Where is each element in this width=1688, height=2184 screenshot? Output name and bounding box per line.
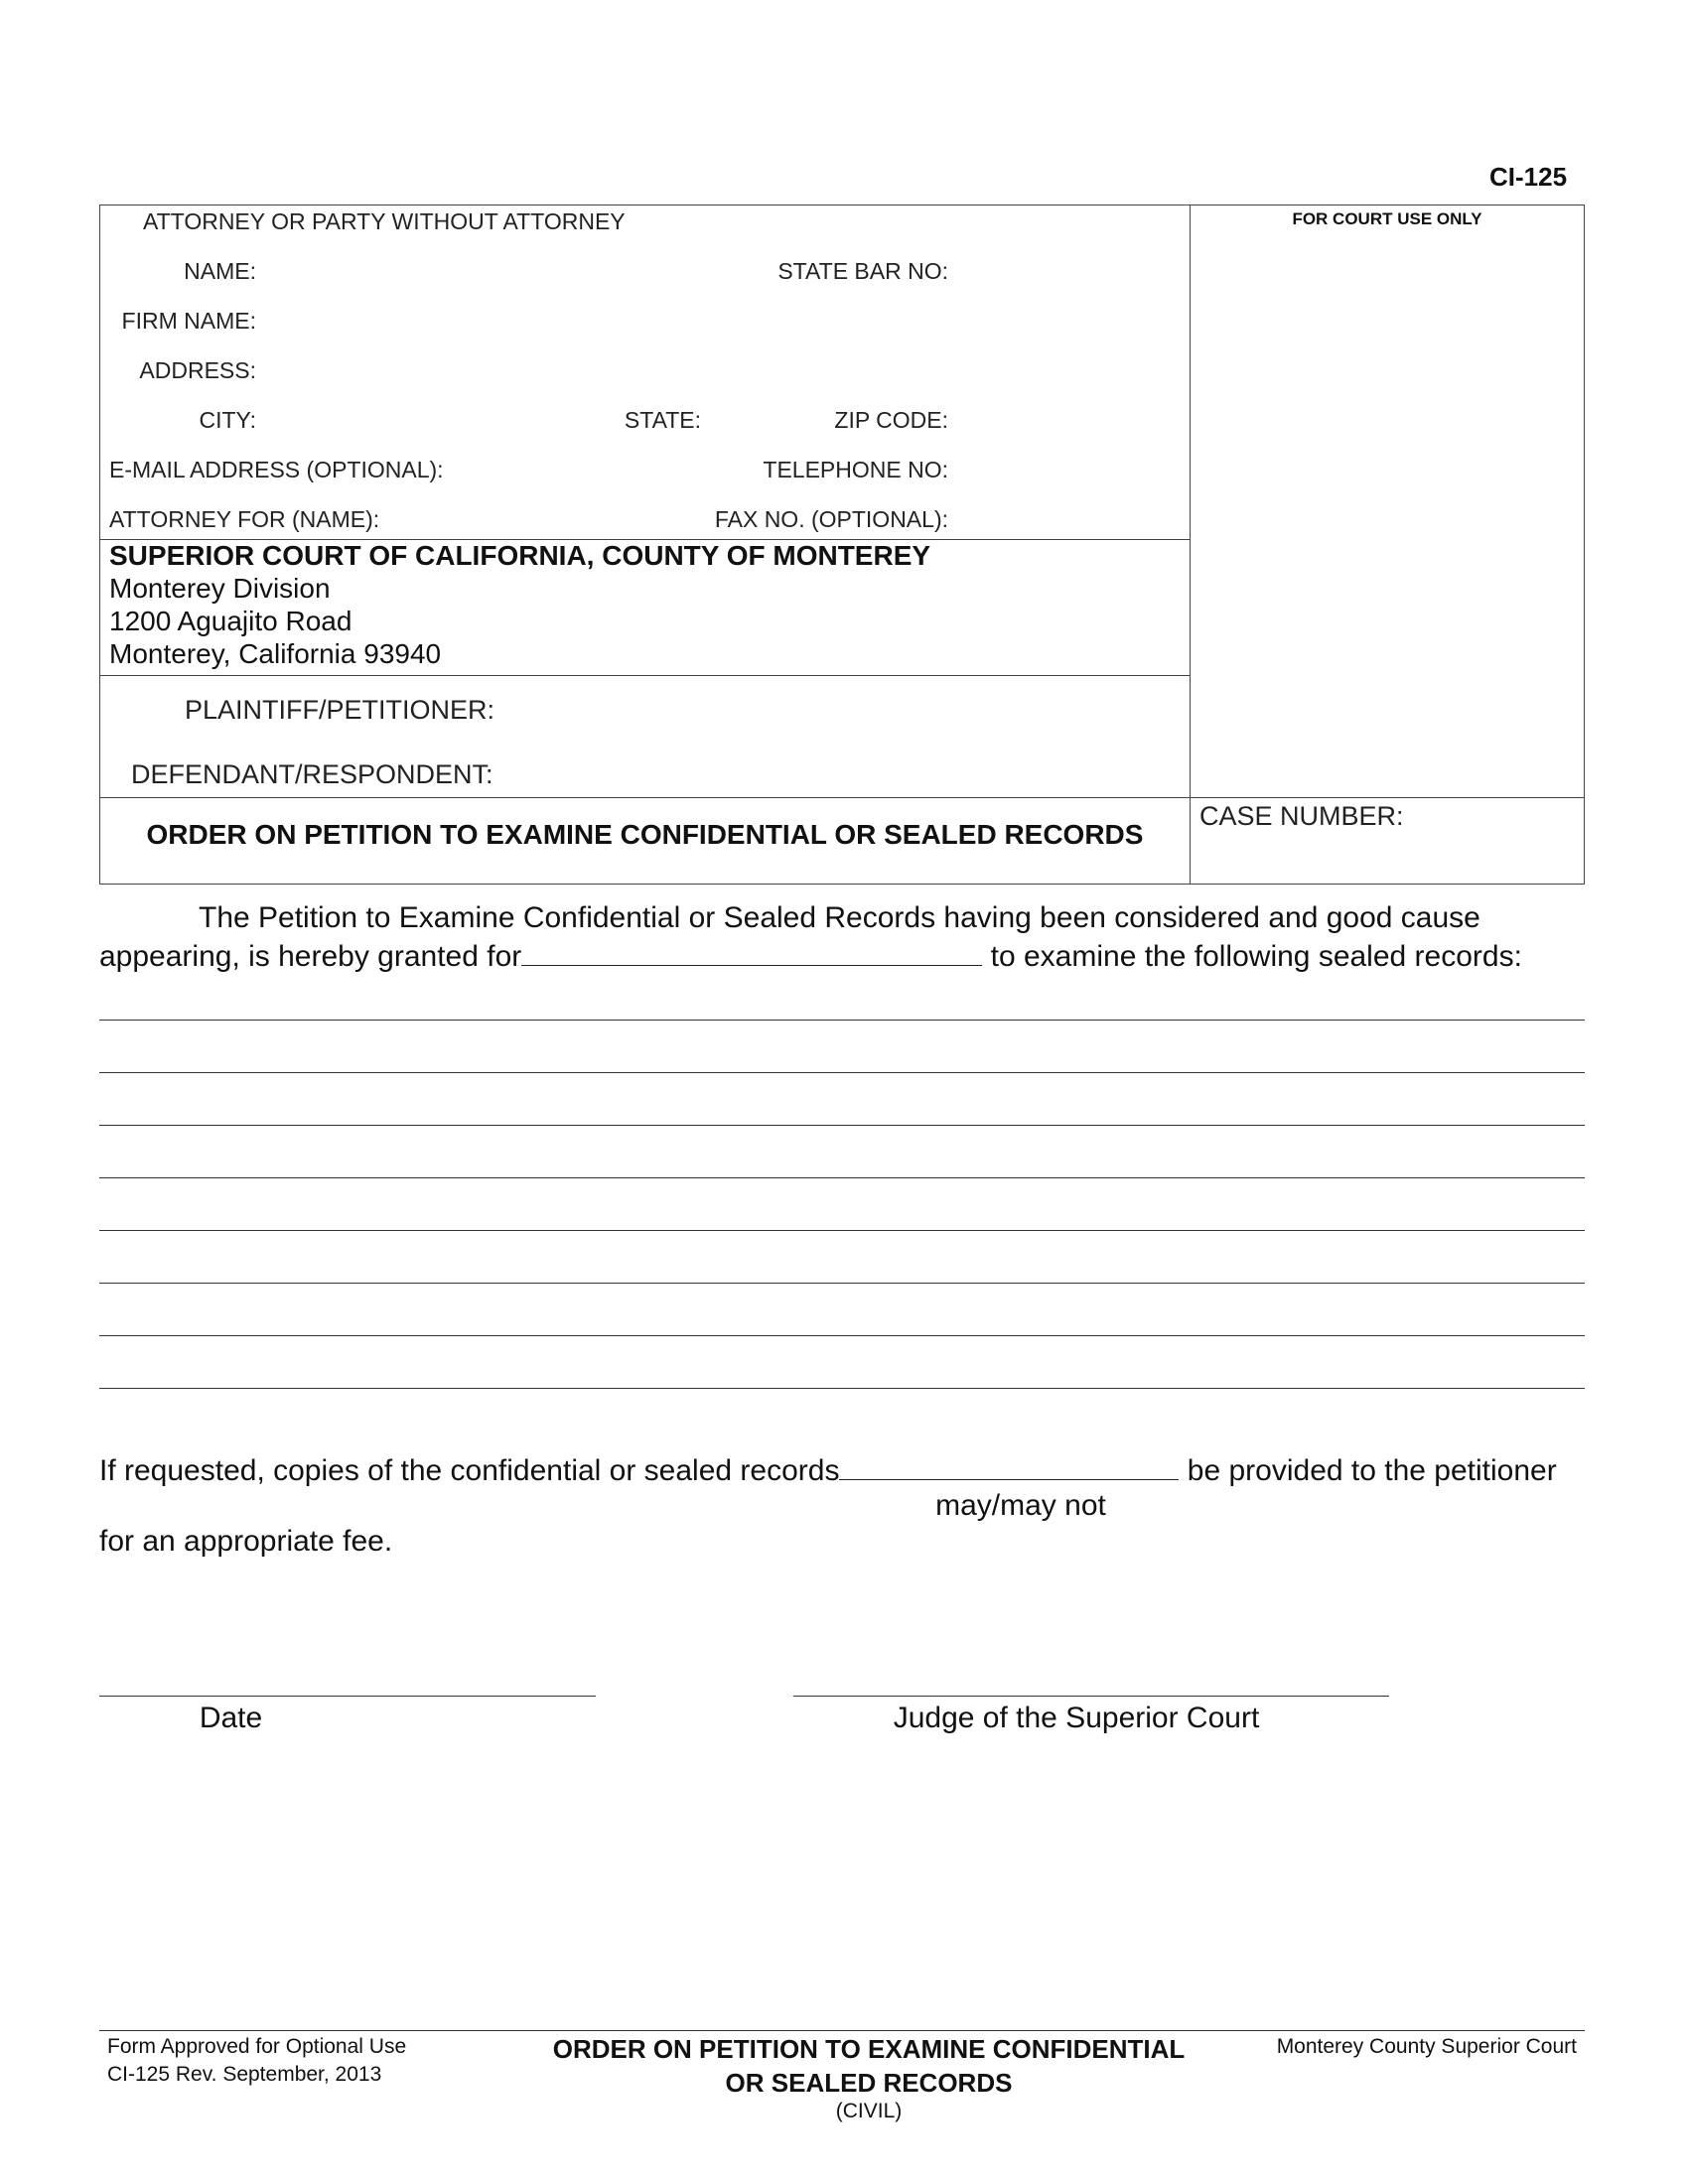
copies-text: If requested, copies of the confidential or sealed records [99, 1454, 840, 1487]
examine-records-text: to examine the following sealed records: [990, 940, 1522, 973]
state-label: STATE: [624, 407, 701, 433]
firm-name-label: FIRM NAME: [121, 308, 256, 334]
court-use-only-label: FOR COURT USE ONLY [1292, 209, 1482, 228]
footer-left-line-2: CI-125 Rev. September, 2013 [107, 2063, 382, 2086]
defendant-label: DEFENDANT/RESPONDENT: [131, 759, 493, 789]
state-bar-label: STATE BAR NO: [777, 258, 948, 284]
zip-code-label: ZIP CODE: [834, 407, 948, 433]
email-label: E-MAIL ADDRESS (OPTIONAL): [109, 457, 444, 482]
paragraph-2-line-1 [99, 1451, 1557, 1488]
judge-signature-line[interactable] [793, 1696, 1389, 1697]
paragraph-1-line-1: The Petition to Examine Confidential or Sealed Records having been considered and good cause [199, 901, 1480, 934]
form-number: CI-125 [1489, 162, 1568, 192]
court-name: SUPERIOR COURT OF CALIFORNIA, COUNTY OF MONTEREY [109, 540, 931, 571]
attorney-for-label: ATTORNEY FOR (NAME): [109, 506, 380, 532]
records-line[interactable] [99, 1020, 1585, 1021]
telephone-label: TELEPHONE NO: [763, 457, 948, 482]
footer-title-line-2: OR SEALED RECORDS [725, 2068, 1013, 2098]
records-line[interactable] [99, 1283, 1585, 1284]
attorney-heading: ATTORNEY OR PARTY WITHOUT ATTORNEY [143, 208, 626, 234]
footer-title-line-1: ORDER ON PETITION TO EXAMINE CONFIDENTIAL [552, 2034, 1186, 2064]
records-line[interactable] [99, 1388, 1585, 1389]
paragraph-2-line-3: for an appropriate fee. [99, 1525, 393, 1558]
records-line[interactable] [99, 1335, 1585, 1336]
granted-for-text: appearing, is hereby granted for [99, 940, 522, 973]
court-city: Monterey, California 93940 [109, 638, 442, 669]
paragraph-1-line-2 [99, 937, 1522, 974]
records-line[interactable] [99, 1125, 1585, 1126]
plaintiff-label: PLAINTIFF/PETITIONER: [185, 695, 495, 725]
case-number-label: CASE NUMBER: [1199, 801, 1404, 831]
records-line[interactable] [99, 1072, 1585, 1073]
may-may-not-blank[interactable] [839, 1451, 1179, 1480]
footer-civil: (CIVIL) [835, 2100, 903, 2122]
may-may-not-caption: may/may not [935, 1489, 1106, 1522]
address-label: ADDRESS: [139, 357, 256, 383]
footer-rule [99, 2030, 1585, 2031]
records-line[interactable] [99, 1177, 1585, 1178]
court-division: Monterey Division [109, 573, 331, 604]
records-line[interactable] [99, 1230, 1585, 1231]
court-use-box [1190, 205, 1585, 798]
court-street: 1200 Aguajito Road [109, 606, 352, 636]
fax-label: FAX NO. (OPTIONAL): [714, 506, 948, 532]
footer-left-line-1: Form Approved for Optional Use [107, 2035, 407, 2058]
name-label: NAME: [184, 258, 256, 284]
provided-text: be provided to the petitioner [1187, 1454, 1557, 1487]
date-signature-line[interactable] [99, 1696, 596, 1697]
petitioner-name-blank[interactable] [521, 937, 982, 966]
city-label: CITY: [199, 407, 256, 433]
footer-right: Monterey County Superior Court [1276, 2035, 1577, 2058]
attorney-box [99, 205, 1191, 540]
judge-label: Judge of the Superior Court [893, 1702, 1260, 1734]
date-label: Date [199, 1702, 263, 1734]
document-title: ORDER ON PETITION TO EXAMINE CONFIDENTIAL OR SEALED RECORDS [146, 819, 1144, 850]
